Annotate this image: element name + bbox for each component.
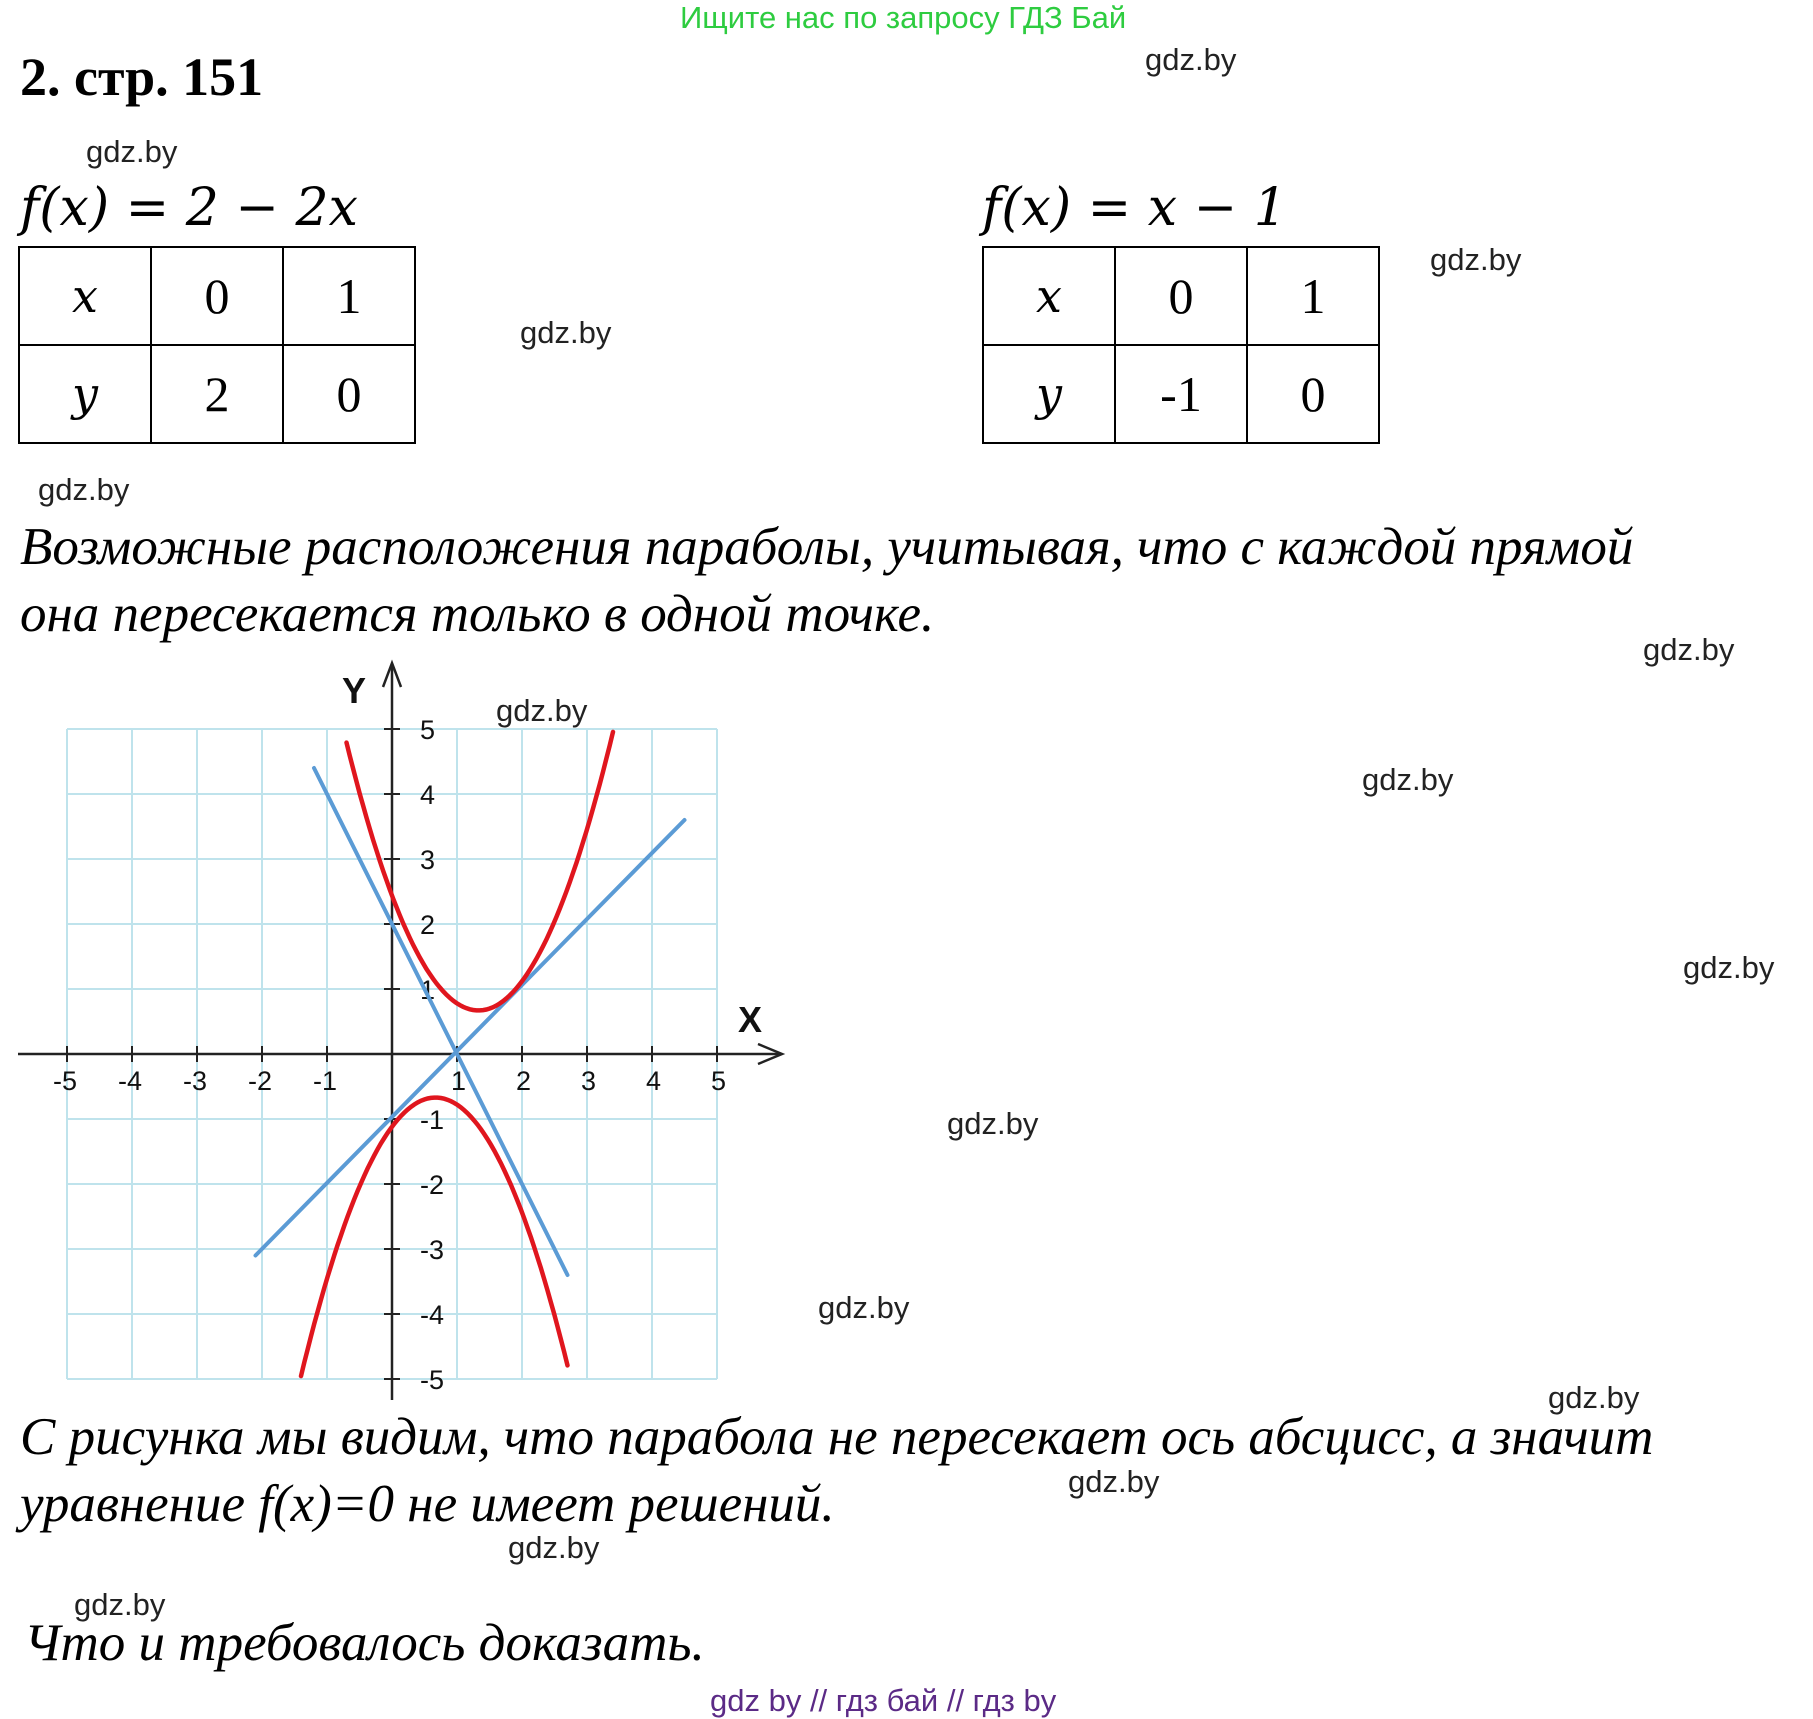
y-tick-label: 5 — [420, 715, 436, 745]
line-series — [256, 820, 685, 1256]
table-cell: x — [19, 247, 151, 345]
top-banner[interactable]: Ищите нас по запросу ГДЗ Бай — [680, 0, 1127, 35]
watermark: gdz.by — [947, 1106, 1039, 1141]
watermark: gdz.by — [38, 472, 130, 507]
x-tick-label: -4 — [118, 1066, 143, 1096]
table-cell: 1 — [283, 247, 415, 345]
watermark: gdz.by — [1548, 1380, 1640, 1415]
table-cell: y — [983, 345, 1115, 443]
paragraph-line: уравнение f(x)=0 не имеет решений. — [20, 1475, 835, 1533]
footer-links[interactable]: gdz by // гдз бай // гдз by — [710, 1683, 1057, 1718]
x-tick-label: 4 — [646, 1066, 662, 1096]
watermark: gdz.by — [818, 1290, 910, 1325]
paragraph-line: она пересекается только в одной точке. — [20, 585, 935, 643]
watermark: gdz.by — [1643, 632, 1735, 667]
x-tick-label: -3 — [183, 1066, 208, 1096]
table-cell: 1 — [1247, 247, 1379, 345]
table-row — [19, 345, 415, 443]
y-axis-label: Y — [342, 670, 367, 711]
watermark: gdz.by — [1068, 1464, 1160, 1499]
formula-left: f(x) = 2 − 2x — [20, 178, 358, 238]
parabola-series — [347, 732, 614, 1011]
watermark: gdz.by — [86, 134, 178, 169]
x-tick-label: -2 — [248, 1066, 273, 1096]
table-cell: 0 — [1247, 345, 1379, 443]
paragraph-line: С рисунка мы видим, что парабола не пересекает ось абсцисс, а значит — [20, 1408, 1654, 1466]
watermark: gdz.by — [508, 1530, 600, 1565]
table-row — [983, 247, 1379, 345]
table-cell: 0 — [1115, 247, 1247, 345]
formula-right: f(x) = x − 1 — [982, 178, 1287, 238]
y-tick-label: -3 — [420, 1235, 445, 1265]
table-cell: 2 — [151, 345, 283, 443]
x-tick-label: 5 — [711, 1066, 727, 1096]
y-tick-label: 1 — [420, 975, 436, 1005]
watermark: gdz.by — [520, 315, 612, 350]
watermark: gdz.by — [1430, 242, 1522, 277]
values-table-left — [18, 246, 416, 444]
table-cell: -1 — [1115, 345, 1247, 443]
table-cell: 0 — [283, 345, 415, 443]
values-table-right — [982, 246, 1380, 444]
watermark: gdz.by — [1362, 762, 1454, 797]
y-tick-label: 2 — [420, 910, 436, 940]
y-tick-label: -1 — [420, 1105, 445, 1135]
y-tick-label: 3 — [420, 845, 436, 875]
conclusion: Что и требовалось доказать. — [24, 1614, 705, 1672]
page-heading: 2. стр. 151 — [20, 47, 264, 107]
function-graph — [0, 655, 800, 1415]
y-tick-label: -4 — [420, 1300, 445, 1330]
y-tick-label: -2 — [420, 1170, 445, 1200]
x-tick-label: 1 — [451, 1066, 467, 1096]
x-axis-label: X — [738, 999, 763, 1040]
watermark: gdz.by — [1683, 950, 1775, 985]
table-cell: x — [983, 247, 1115, 345]
y-tick-label: 4 — [420, 780, 436, 810]
y-tick-label: -5 — [420, 1365, 445, 1395]
x-tick-label: 3 — [581, 1066, 597, 1096]
table-cell: 0 — [151, 247, 283, 345]
table-row — [19, 247, 415, 345]
watermark: gdz.by — [1145, 42, 1237, 77]
x-tick-label: -5 — [53, 1066, 78, 1096]
watermark: gdz.by — [74, 1587, 166, 1622]
paragraph-line: Возможные расположения параболы, учитывая, что с каждой прямой — [20, 518, 1634, 576]
watermark: gdz.by — [496, 693, 588, 728]
x-tick-label: 2 — [516, 1066, 532, 1096]
table-row — [983, 345, 1379, 443]
x-tick-label: -1 — [313, 1066, 338, 1096]
table-cell: y — [19, 345, 151, 443]
